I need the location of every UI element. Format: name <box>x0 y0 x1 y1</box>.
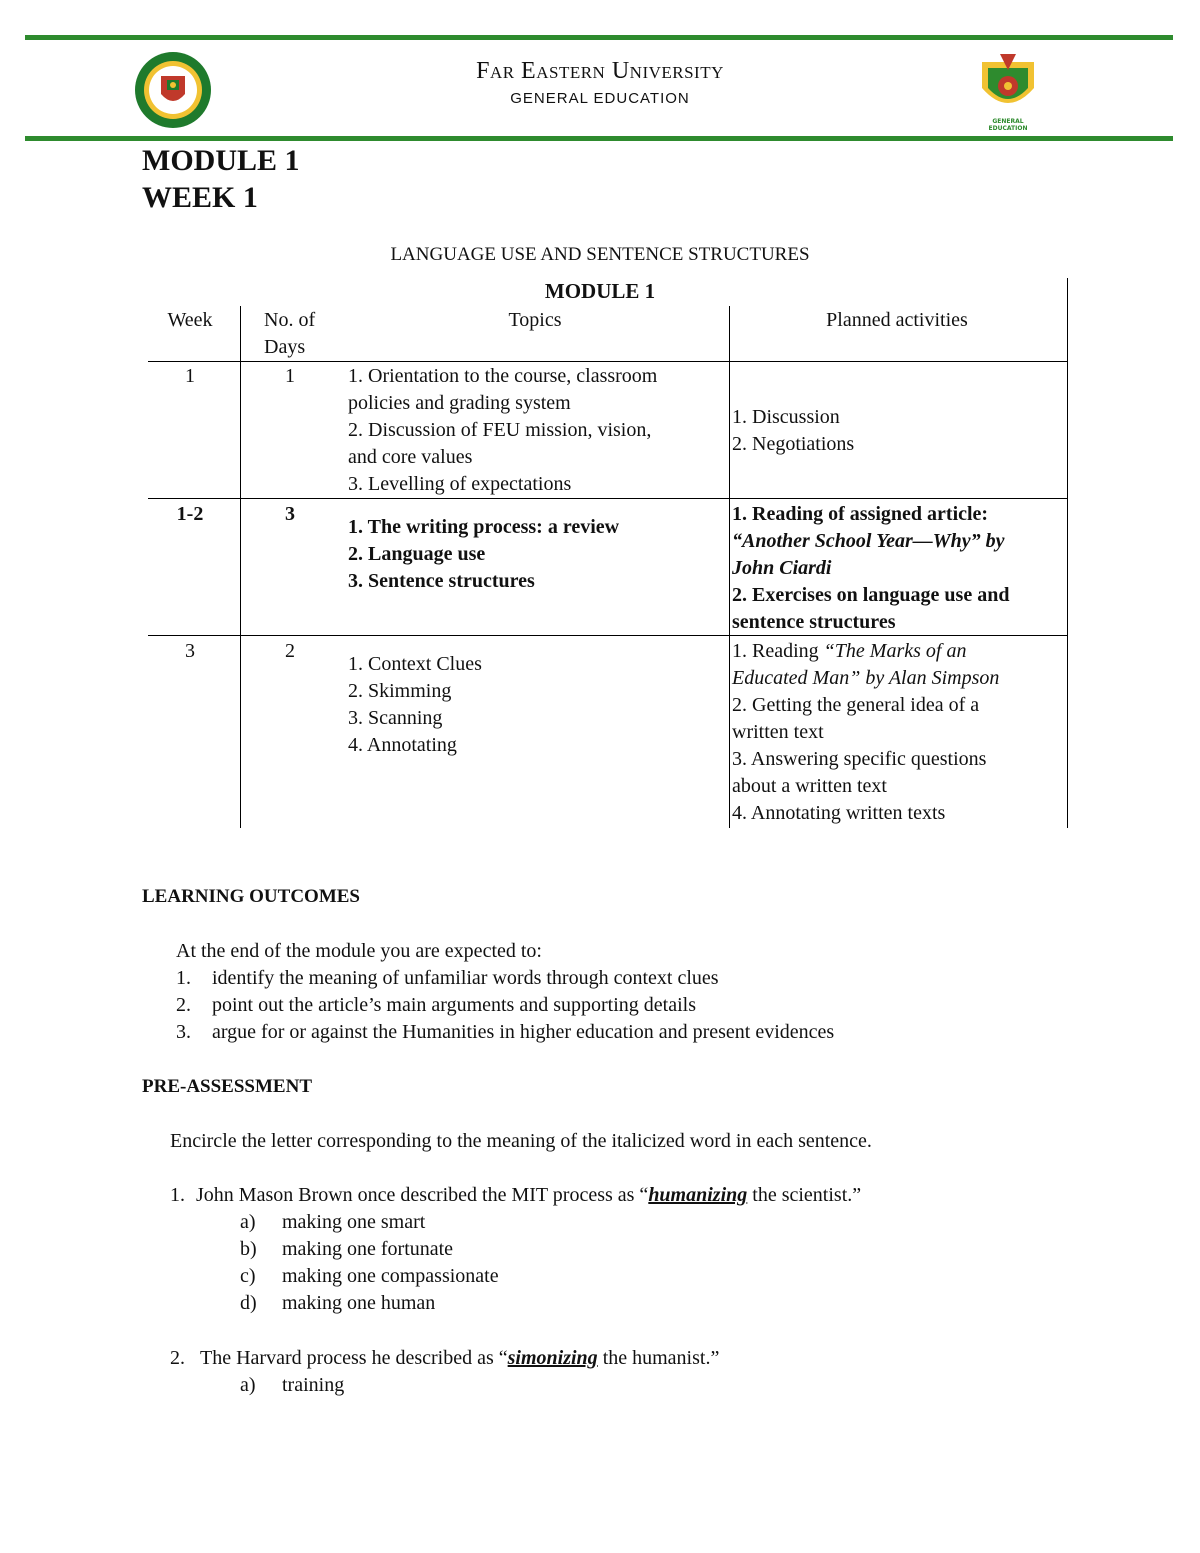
activity-line-italic: John Ciardi <box>732 557 832 579</box>
question-2-choices <box>240 1372 344 1399</box>
activity-line: about a written text <box>732 775 887 797</box>
list-text: point out the article’s main arguments and supporting details <box>212 994 696 1016</box>
pre-assessment-title: PRE-ASSESSMENT <box>142 1076 312 1097</box>
topic-line: 4. Annotating <box>348 734 457 756</box>
question-number: 2. <box>170 1347 185 1369</box>
list-text: argue for or against the Humanities in higher education and present evidences <box>212 1021 835 1043</box>
topic-line: 3. Levelling of expectations <box>348 473 572 495</box>
question-2 <box>170 1345 719 1372</box>
italicized-word: simonizing <box>507 1347 598 1369</box>
choice-text: making one fortunate <box>282 1238 454 1260</box>
table-header-rule <box>148 361 1068 362</box>
list-item <box>176 965 834 992</box>
choice-letter: b) <box>240 1238 257 1260</box>
italicized-word: humanizing <box>648 1184 748 1206</box>
table-col-line-2 <box>729 306 730 828</box>
row2-activities <box>732 501 1009 636</box>
list-number: 1. <box>176 967 191 989</box>
question-text: John Mason Brown once described the MIT process as “ <box>196 1184 649 1206</box>
header-days-line2: Days <box>264 336 306 358</box>
choice-item <box>240 1236 499 1263</box>
learning-outcomes-list <box>176 965 834 1046</box>
row1-days: 1 <box>285 365 295 387</box>
row1-week: 1 <box>185 365 195 387</box>
list-number: 3. <box>176 1021 191 1043</box>
list-item <box>176 1019 834 1046</box>
topic-line: 3. Sentence structures <box>348 570 535 592</box>
activity-line <box>732 665 999 692</box>
article-title-italic: “The Marks of an <box>823 640 967 662</box>
activity-line: 4. Annotating written texts <box>732 802 946 824</box>
department-name: GENERAL EDUCATION <box>510 90 690 107</box>
activity-line: 1. Discussion <box>732 406 840 428</box>
header-week: Week <box>167 309 213 331</box>
topic-line: 2. Language use <box>348 543 486 565</box>
question-text-end: the scientist.” <box>747 1184 862 1206</box>
header-activities: Planned activities <box>826 309 968 331</box>
topic-line: policies and grading system <box>348 392 571 414</box>
row3-days: 2 <box>285 640 295 662</box>
row2-topics <box>348 514 619 595</box>
row3-topics <box>348 651 482 759</box>
question-1 <box>170 1182 861 1209</box>
university-name: Far Eastern University <box>476 58 724 84</box>
row1-activities <box>732 404 854 458</box>
choice-letter: d) <box>240 1292 257 1314</box>
choice-letter: a) <box>240 1374 256 1396</box>
learning-outcomes-intro: At the end of the module you are expected to: <box>176 940 542 962</box>
activity-line: 2. Getting the general idea of a <box>732 694 980 716</box>
module-title: MODULE 1 <box>142 144 300 177</box>
choice-item <box>240 1290 499 1317</box>
activity-line: 2. Negotiations <box>732 433 855 455</box>
row2-week: 1-2 <box>176 503 204 525</box>
activity-line: written text <box>732 721 824 743</box>
topic-line: 1. Orientation to the course, classroom <box>348 365 658 387</box>
choice-text: making one smart <box>282 1211 426 1233</box>
topic-line: 1. The writing process: a review <box>348 516 620 538</box>
article-title-italic: Educated Man” <box>732 667 861 689</box>
topic-line: 2. Skimming <box>348 680 452 702</box>
table-caption: MODULE 1 <box>544 279 656 303</box>
row2-days: 3 <box>285 503 295 525</box>
topic-line: 1. Context Clues <box>348 653 482 675</box>
list-number: 2. <box>176 994 191 1016</box>
question-text: The Harvard process he described as “ <box>200 1347 508 1369</box>
row3-activities <box>732 638 999 827</box>
table-row-rule-1 <box>148 498 1068 499</box>
topic-line: 2. Discussion of FEU mission, vision, <box>348 419 652 441</box>
topic-line: 3. Scanning <box>348 707 443 729</box>
choice-item <box>240 1209 499 1236</box>
header-bottom-rule <box>25 136 1173 141</box>
activity-line: 1. Reading of assigned article: <box>732 503 989 525</box>
article-author: by Alan Simpson <box>860 667 1000 689</box>
logo-caption: GENERAL EDUCATION <box>988 118 1028 132</box>
choice-text: making one human <box>282 1292 436 1314</box>
choice-letter: a) <box>240 1211 256 1233</box>
table-col-line-1 <box>240 306 241 828</box>
activity-line: 3. Answering specific questions <box>732 748 987 770</box>
list-text: identify the meaning of unfamiliar words through context clues <box>212 967 719 989</box>
activity-prefix: 1. Reading <box>732 640 824 662</box>
activity-line-italic: “Another School Year—Why” by <box>732 530 1005 552</box>
question-1-choices <box>240 1209 499 1317</box>
choice-letter: c) <box>240 1265 256 1287</box>
learning-outcomes-title: LEARNING OUTCOMES <box>142 886 360 907</box>
question-text-end: the humanist.” <box>597 1347 720 1369</box>
activity-line: 2. Exercises on language use and <box>732 584 1010 606</box>
activity-line <box>732 638 999 665</box>
topic-line: and core values <box>348 446 473 468</box>
header-days-line1: No. of <box>264 309 316 331</box>
header-top-rule <box>25 35 1173 40</box>
choice-item <box>240 1263 499 1290</box>
question-number: 1. <box>170 1184 185 1206</box>
header-topics: Topics <box>508 309 562 331</box>
choice-text: making one compassionate <box>282 1265 499 1287</box>
row3-week: 3 <box>185 640 195 662</box>
week-title: WEEK 1 <box>142 181 258 214</box>
activity-line: sentence structures <box>732 611 896 633</box>
course-title: LANGUAGE USE AND SENTENCE STRUCTURES <box>390 244 810 265</box>
pre-assessment-instruction: Encircle the letter corresponding to the meaning of the italicized word in each sentence. <box>170 1130 872 1152</box>
choice-text: training <box>282 1374 345 1396</box>
row1-topics <box>348 363 657 498</box>
list-item <box>176 992 834 1019</box>
choice-item <box>240 1372 344 1399</box>
